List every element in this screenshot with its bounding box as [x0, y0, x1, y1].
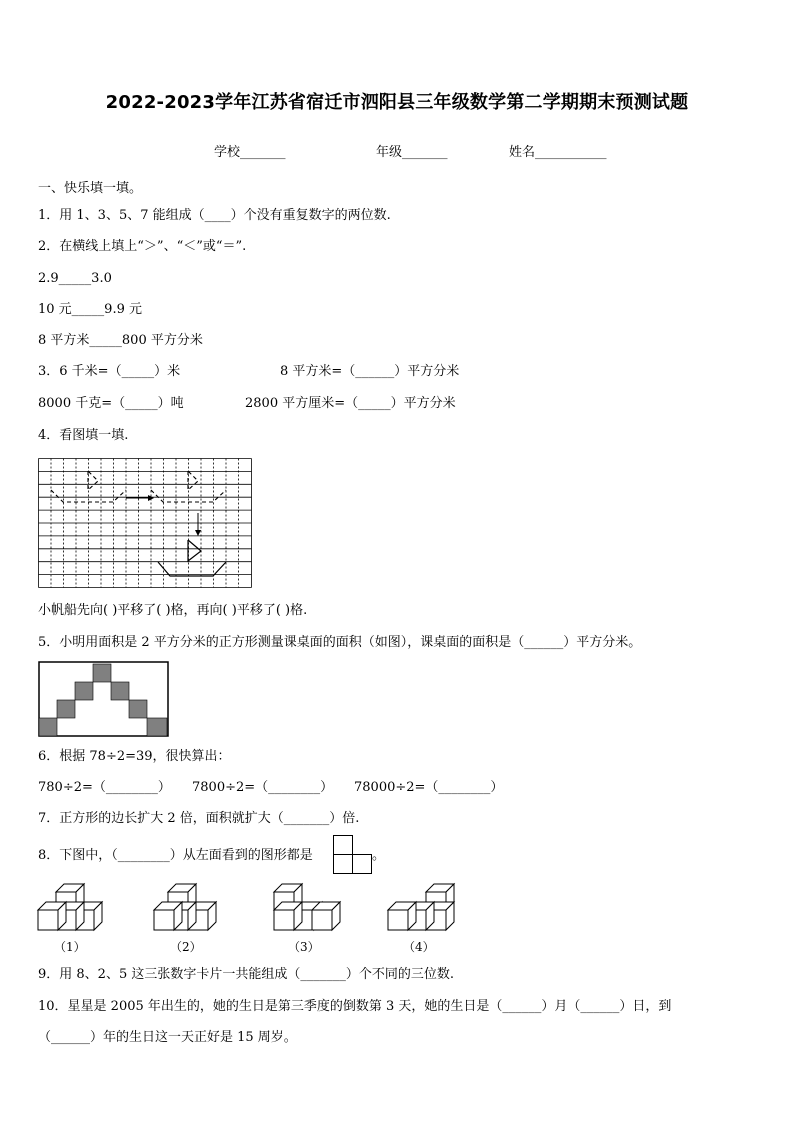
- q3-row1-left: 3．6 千米=（_____）米: [38, 364, 181, 379]
- question-6: 6．根据 78÷2=39，很快算出：: [38, 749, 231, 764]
- q2-item-3: 8 平方米_____800 平方分米: [38, 333, 203, 348]
- q6-item-1: 780÷2=（________）: [38, 780, 171, 795]
- desk-squares-figure: [38, 661, 169, 737]
- q3-row1-right: 8 平方米=（______）平方分米: [280, 364, 460, 379]
- question-10-line1: 10．星星是 2005 年出生的，她的生日是第三季度的倒数第 3 天，她的生日是（______）月（______）日，到: [38, 999, 672, 1014]
- q2-item-2: 10 元_____9.9 元: [38, 302, 142, 317]
- q6-item-3: 78000÷2=（________）: [354, 780, 504, 795]
- question-2: 2．在横线上填上“＞”、“＜”或“＝”.: [38, 239, 247, 254]
- cube-caption-3: （3）: [288, 940, 320, 954]
- q4-answer: 小帆船先向( )平移了( )格，再向( )平移了( )格.: [38, 603, 308, 618]
- left-view-shape: [333, 835, 373, 875]
- question-9: 9．用 8、2、5 这三张数字卡片一共能组成（_______）个不同的三位数.: [38, 967, 454, 982]
- q2-item-1: 2.9_____3.0: [38, 271, 112, 286]
- question-7: 7．正方形的边长扩大 2 倍，面积就扩大（_______）倍.: [38, 811, 360, 826]
- question-5: 5．小明用面积是 2 平方分米的正方形测量课桌面的面积（如图），课桌面的面积是（______）平方分米。: [38, 635, 642, 650]
- cube-caption-1: （1）: [54, 940, 86, 954]
- question-8: 8．下图中，（________）从左面看到的图形都是: [38, 848, 313, 863]
- question-10-line2: （______）年的生日这一天正好是 15 周岁。: [38, 1030, 297, 1045]
- cube-caption-4: （4）: [403, 940, 435, 954]
- sailboat-grid-figure: [38, 458, 252, 588]
- school-field[interactable]: 学校_______: [214, 145, 286, 160]
- section-heading: 一、快乐填一填。: [38, 181, 143, 196]
- question-1: 1．用 1、3、5、7 能组成（____）个没有重复数字的两位数.: [38, 208, 391, 223]
- name-field[interactable]: 姓名___________: [509, 145, 607, 160]
- question-8-suffix: 。: [372, 848, 386, 863]
- cube-figures: [36, 880, 456, 932]
- page-title: 2022-2023学年江苏省宿迁市泗阳县三年级数学第二学期期末预测试题: [105, 92, 689, 113]
- question-4: 4．看图填一填.: [38, 428, 129, 443]
- q3-row2-left: 8000 千克=（_____）吨: [38, 396, 184, 411]
- cube-caption-2: （2）: [170, 940, 202, 954]
- q6-item-2: 7800÷2=（________）: [192, 780, 334, 795]
- grade-field[interactable]: 年级_______: [376, 145, 448, 160]
- q3-row2-right: 2800 平方厘米=（_____）平方分米: [245, 396, 456, 411]
